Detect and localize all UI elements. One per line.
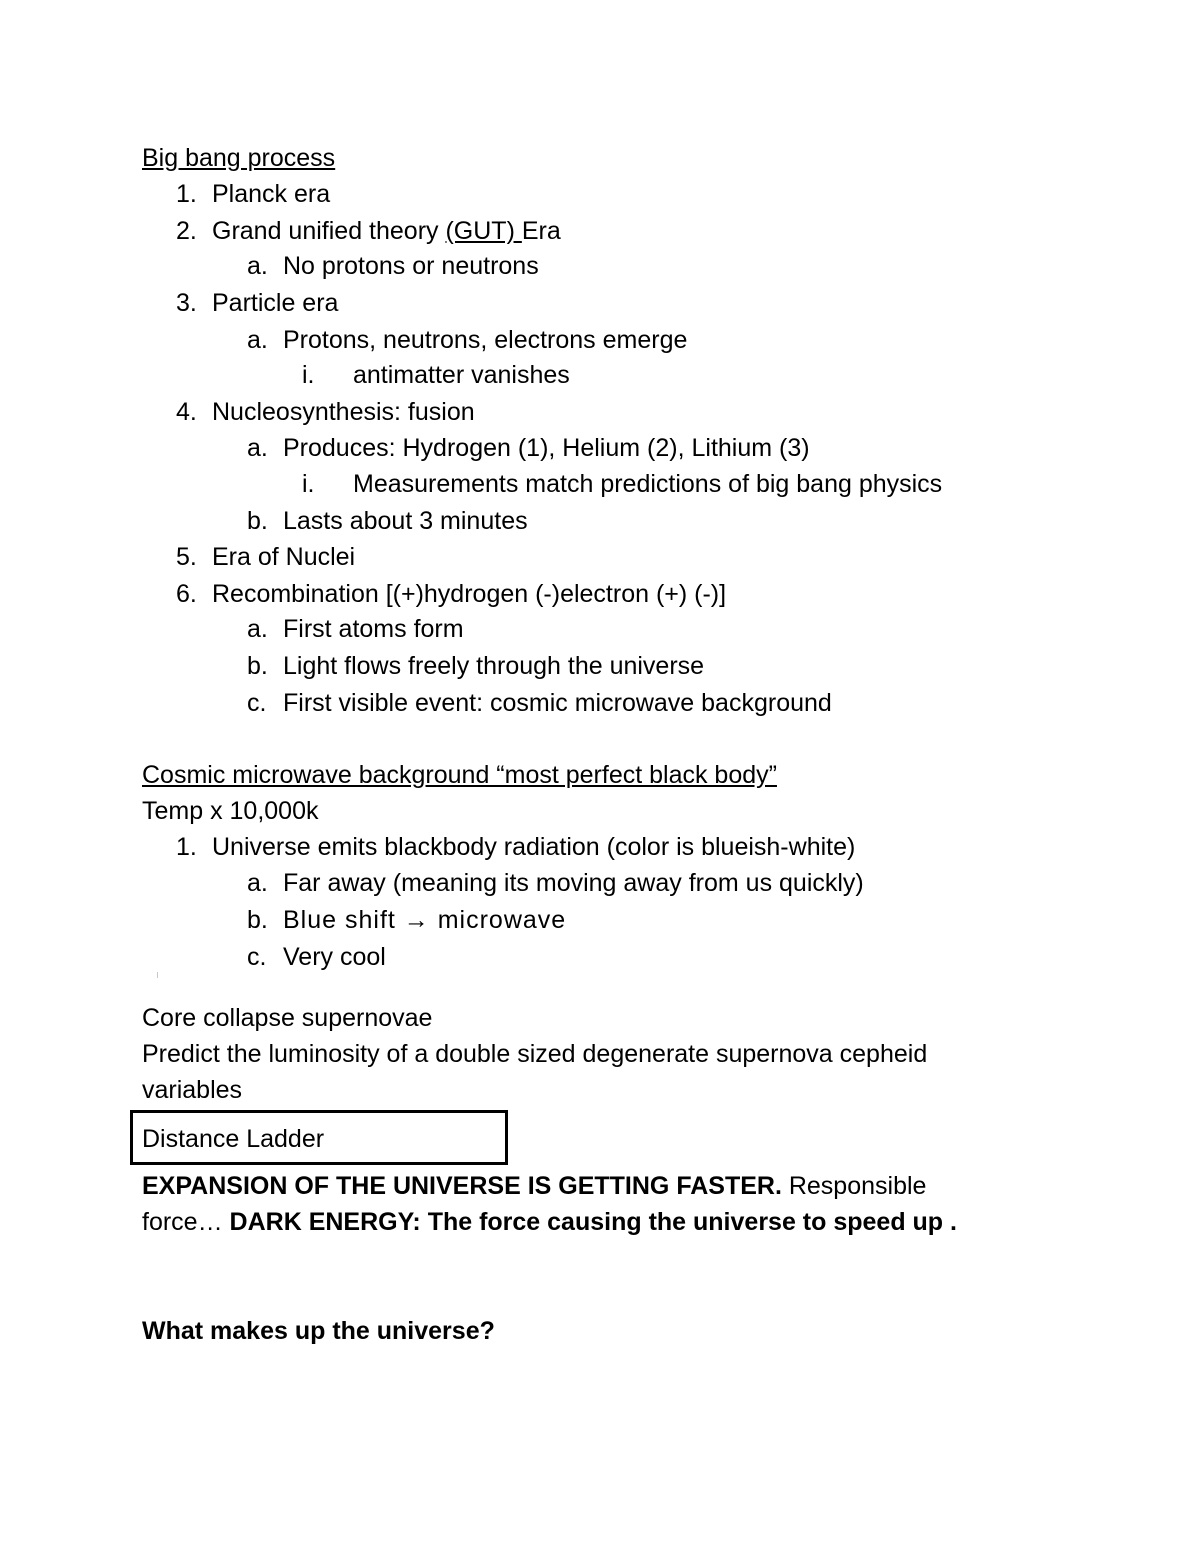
gut-text-before: Grand unified theory xyxy=(212,217,446,245)
gut-text-after: Era xyxy=(521,217,561,245)
expansion-responsible: Responsible xyxy=(781,1172,927,1200)
list-item-nucleosynthesis: Nucleosynthesis: fusion xyxy=(212,398,475,426)
list-marker: b. xyxy=(247,507,268,535)
supernovae-line-1: Core collapse supernovae xyxy=(142,1004,433,1032)
list-marker: 1. xyxy=(176,180,197,208)
list-item-measurements: Measurements match predictions of big bang physics xyxy=(353,470,943,498)
list-item-gut-era xyxy=(212,216,561,246)
list-item-era-of-nuclei: Era of Nuclei xyxy=(212,543,356,571)
list-item-very-cool: Very cool xyxy=(283,943,386,971)
list-marker: b. xyxy=(247,652,268,680)
expansion-line-2 xyxy=(142,1207,957,1237)
list-item-blackbody: Universe emits blackbody radiation (color is blueish-white) xyxy=(212,833,856,861)
list-marker: i. xyxy=(302,470,315,498)
list-item-no-protons: No protons or neutrons xyxy=(283,252,539,280)
list-item-particle-era: Particle era xyxy=(212,289,339,317)
list-marker: a. xyxy=(247,869,268,897)
list-marker: c. xyxy=(247,943,267,971)
list-marker: 6. xyxy=(176,580,197,608)
list-marker: 1. xyxy=(176,833,197,861)
list-item-recombination: Recombination [(+)hydrogen (-)electron (+) (-)] xyxy=(212,580,727,608)
list-marker: b. xyxy=(247,906,268,934)
expansion-force: force… xyxy=(142,1208,230,1236)
list-item-first-visible: First visible event: cosmic microwave background xyxy=(283,689,832,717)
list-marker: a. xyxy=(247,326,268,354)
dark-energy-definition: DARK ENERGY: The force causing the universe to speed up . xyxy=(229,1208,957,1236)
supernovae-line-2: Predict the luminosity of a double sized degenerate supernova cepheid xyxy=(142,1040,928,1068)
list-marker: 2. xyxy=(176,217,197,245)
expansion-line-1 xyxy=(142,1171,926,1201)
heading-cmb: Cosmic microwave background “most perfect black body” xyxy=(142,761,777,789)
list-marker: i. xyxy=(302,361,315,389)
list-marker: 5. xyxy=(176,543,197,571)
list-item-particles-emerge: Protons, neutrons, electrons emerge xyxy=(283,326,688,354)
list-item-produces: Produces: Hydrogen (1), Helium (2), Lithium (3) xyxy=(283,434,810,462)
list-marker: a. xyxy=(247,615,268,643)
list-marker: a. xyxy=(247,434,268,462)
list-marker: c. xyxy=(247,689,267,717)
expansion-bold: EXPANSION OF THE UNIVERSE IS GETTING FASTER. xyxy=(142,1172,782,1200)
stray-mark xyxy=(157,972,158,978)
list-marker: a. xyxy=(247,252,268,280)
list-item-planck-era: Planck era xyxy=(212,180,331,208)
list-marker: 3. xyxy=(176,289,197,317)
list-item-light-flows: Light flows freely through the universe xyxy=(283,652,705,680)
list-marker: 4. xyxy=(176,398,197,426)
list-item-lasts: Lasts about 3 minutes xyxy=(283,507,528,535)
supernovae-line-3: variables xyxy=(142,1076,243,1104)
list-item-first-atoms: First atoms form xyxy=(283,615,464,643)
cmb-temp: Temp x 10,000k xyxy=(142,797,319,825)
list-item-blue-shift: Blue shift → microwave xyxy=(283,906,567,934)
question-universe: What makes up the universe? xyxy=(142,1317,495,1345)
distance-ladder-label: Distance Ladder xyxy=(142,1125,325,1153)
list-item-far-away: Far away (meaning its moving away from us quickly) xyxy=(283,869,864,897)
gut-underlined: (GUT) xyxy=(445,217,522,245)
list-item-antimatter: antimatter vanishes xyxy=(353,361,570,389)
heading-big-bang: Big bang process xyxy=(142,144,336,172)
